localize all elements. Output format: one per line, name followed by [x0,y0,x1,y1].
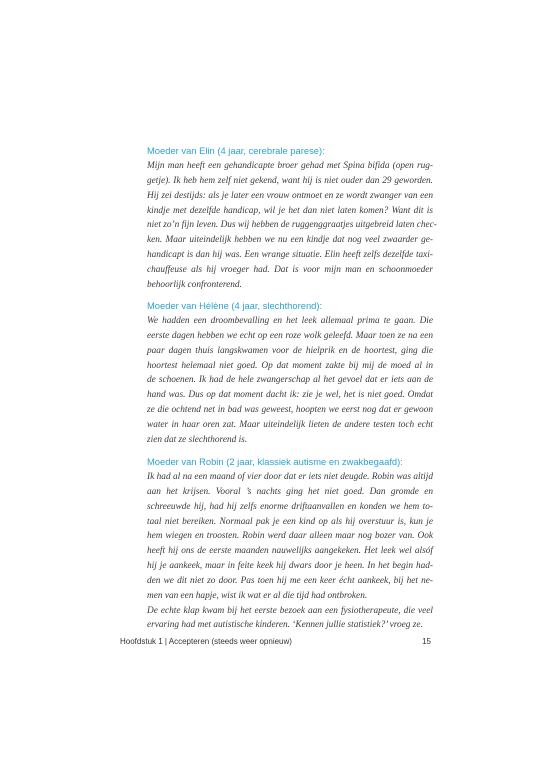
text-line: paar dagen thuis langskwamen voor de hielprik en de hoortest, ging die [147,345,433,356]
text-line: water in haar oren zat. Maar uiteindelijk lieten de andere testen toch echt [147,419,433,430]
text-line: hem wiegen en troosten. Robin werd daar alleen maar nog bozer van. Ook [147,531,433,542]
text-line: heeft hij ons de eerste maanden nauwelijks aangekeken. Het leek wel alsóf [147,546,433,557]
section-heading: Moeder van Robin (2 jaar, klassiek autisme en zwakbegaafd): [147,456,403,467]
text-line: getje). Ik heb hem zelf niet gekend, want hij is niet ouder dan 29 geworden. [147,175,433,186]
text-line: Mijn man heeft een gehandicapte broer gehad met Spina bifida (open rug- [147,161,433,171]
section-heading: Moeder van Hélène (4 jaar, slechthorend): [147,300,323,311]
text-line: Ik had al na een maand of vier door dat er iets niet deugde. Robin was altijd [147,472,433,482]
text-line: eerste dagen hebben we echt op een roze wolk geleefd. Maar toen ze na een [147,330,433,341]
running-footer-chapter: Hoofdstuk 1 | Accepteren (steeds weer opnieuw) [120,637,292,646]
text-line: chauffeuse als hij vroeger had. Dat is voor mijn man en schoonmoeder [147,264,433,275]
section-body [147,314,433,448]
page-number: 15 [422,637,431,646]
text-line: hij je aankeek, maar in feite keek hij dwars door je heen. In het begin had- [147,561,433,572]
text-line: men van een hapje, wist ik wat er al die tijd had ontbroken. [147,590,368,601]
quote-section-elin [147,144,437,293]
text-line: Hij zei destijds: als je later een vrouw ontmoet en ze wordt zwanger van een [147,190,433,201]
text-line: We hadden een droombevalling en het leek allemaal prima te gaan. Die [147,316,433,326]
text-line: De echte klap kwam bij het eerste bezoek aan een fysiotherapeute, die veel [147,605,433,616]
text-line: niet zo’n fijn leven. Dus wij hebben de ruggenggraatjes uitgebreid laten chec- [147,220,437,231]
section-body [147,159,437,293]
text-line: taal niet bereiken. Normaal pak je een kind op als hij overstuur is, kun je [147,516,433,527]
text-line: ze die ochtend net in bad was geweest, hoopten we eerst nog dat er gewoon [147,405,433,416]
section-body [147,470,433,633]
text-line: de schoenen. Ik had de hele zwangerschap al het gevoel dat er iets aan de [147,375,433,386]
text-line: kindje met dezelfde handicap, wil je het dan niet laten komen? Want dit is [147,205,433,216]
text-line: zien dat ze slechthorend is. [147,434,248,445]
quote-section-helene [147,299,433,448]
text-line: schreeuwde hij, had hij zelfs enorme driftaanvallen en konden we hem to- [147,501,433,512]
text-line: handicapt is dan hij was. Een wrange situatie. Elin heeft zelfs dezelfde taxi- [147,250,433,261]
text-line: behoorlijk confronterend. [147,279,242,290]
section-heading: Moeder van Elin (4 jaar, cerebrale parese): [147,145,325,156]
quote-section-robin [147,455,433,633]
text-line: ken. Maar uiteindelijk hebben we nu een kindje dat nog veel zwaarder ge- [147,235,433,246]
text-line: hand was. Dus op dat moment dacht ik: zie je wel, het is niet goed. Omdat [147,390,433,401]
text-line: hoortest helemaal niet goed. Op dat moment zakte bij mij de moed al in [147,360,433,371]
text-line: den we dit niet zo door. Pas toen hij me een keer écht aankeek, bij het ne- [147,575,433,586]
text-line: aan het krijsen. Vooral ’s nachts ging het niet goed. Dan gromde en [147,486,433,497]
text-line: ervaring had met autistische kinderen. ‘Kennen jullie statistiek?’ vroeg ze. [147,620,423,631]
